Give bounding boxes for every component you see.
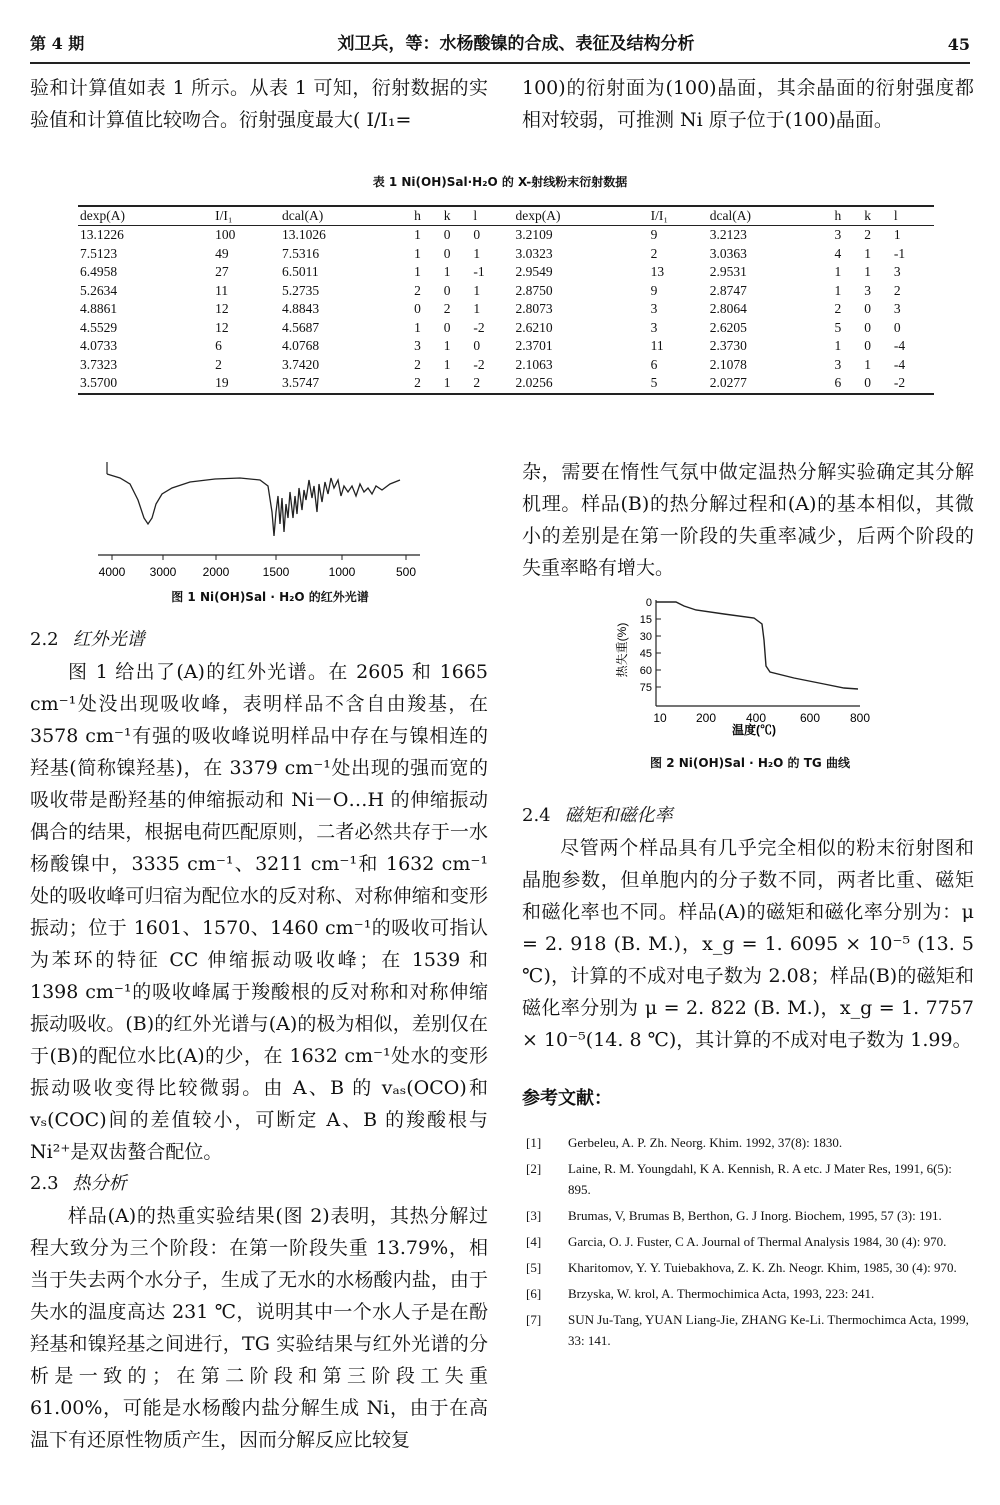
reference-number: [4] bbox=[526, 1234, 542, 1249]
table-cell: 2 bbox=[414, 282, 421, 298]
table-cell: 7.5123 bbox=[80, 245, 118, 261]
table-cell: 0 bbox=[473, 338, 481, 354]
reference-number: [5] bbox=[526, 1260, 542, 1275]
table-cell: 4.8843 bbox=[282, 301, 320, 317]
top-left-paragraph bbox=[30, 72, 488, 136]
page-number: 45 bbox=[947, 35, 970, 54]
left-column bbox=[30, 624, 488, 1456]
references-title: 参考文献： bbox=[522, 1088, 612, 1109]
table-cell: 0 bbox=[864, 319, 871, 335]
table-cell: 7.5316 bbox=[282, 245, 320, 261]
table-body bbox=[78, 226, 934, 394]
table-cell: 1 bbox=[443, 264, 451, 280]
table-cell: 2 bbox=[834, 301, 842, 317]
table-row bbox=[78, 300, 934, 319]
table-cell: 3.5747 bbox=[280, 374, 412, 394]
table-cell: 4.8861 bbox=[80, 301, 118, 317]
table-cell: 12 bbox=[215, 319, 229, 335]
tg-x-label: 温度(℃) bbox=[732, 723, 776, 737]
tg-x-tick-label: 200 bbox=[695, 711, 717, 725]
table-cell: 2.9531 bbox=[709, 264, 747, 280]
table-cell: 2 bbox=[650, 245, 658, 261]
table-cell: 2.1063 bbox=[515, 356, 553, 372]
running-title: 刘卫兵，等：水杨酸镍的合成、表征及结构分析 bbox=[337, 34, 695, 54]
table-cell: 100 bbox=[215, 227, 236, 243]
reference-text: Garcia, O. J. Fuster, C A. Journal of Thermal Analysis 1984, 30 (4): 970. bbox=[568, 1234, 947, 1249]
table-header-cell: h bbox=[833, 206, 863, 226]
references bbox=[522, 1084, 974, 1356]
ir-tick-label: 1500 bbox=[262, 565, 290, 579]
table-cell: 13 bbox=[650, 264, 665, 280]
table-header-cell: k bbox=[442, 206, 472, 226]
table-cell: 3.7420 bbox=[282, 356, 320, 372]
table-cell: 1 bbox=[414, 245, 421, 261]
ir-tick-label: 3000 bbox=[149, 565, 177, 579]
table-cell: 1 bbox=[473, 301, 481, 317]
page-header bbox=[30, 24, 970, 64]
table-cell: 1 bbox=[864, 356, 871, 372]
table-cell: 2 bbox=[893, 282, 901, 298]
table-cell: 2.8073 bbox=[515, 301, 553, 317]
table-cell: 6 bbox=[650, 356, 658, 372]
table-cell: 0 bbox=[443, 227, 451, 243]
table-cell: 4 bbox=[834, 245, 842, 261]
table-cell: 3.0323 bbox=[515, 245, 553, 261]
table-cell: 5.2735 bbox=[282, 282, 320, 298]
table-cell: 4.0768 bbox=[282, 338, 320, 354]
ir-spectrum-figure bbox=[90, 452, 450, 584]
table-cell: 11 bbox=[215, 282, 229, 298]
table-cell: 6 bbox=[215, 338, 222, 354]
table-cell: -4 bbox=[893, 356, 906, 372]
xrd-table bbox=[78, 205, 934, 395]
table-cell: 13.1026 bbox=[282, 227, 326, 243]
reference-text: Brzyska, W. krol, A. Thermochimica Acta, 1993, 223: 241. bbox=[568, 1286, 875, 1301]
table-cell: 0 bbox=[864, 301, 871, 317]
ir-tick-label: 500 bbox=[395, 565, 417, 579]
table-cell: 6.5011 bbox=[282, 264, 319, 280]
table-row bbox=[78, 374, 934, 394]
table-cell: 4.5687 bbox=[282, 319, 320, 335]
section-2-4-heading bbox=[522, 800, 974, 832]
reference-list bbox=[522, 1132, 974, 1351]
table-cell: 9 bbox=[650, 282, 658, 298]
tg-y-ticks bbox=[640, 597, 661, 694]
table-cell: -4 bbox=[893, 338, 906, 354]
table-cell: 0 bbox=[414, 301, 421, 317]
table-row bbox=[78, 245, 934, 264]
section-2-3-heading bbox=[30, 1168, 488, 1200]
table-cell: 1 bbox=[473, 245, 481, 261]
table-header-cell: I/I₁ bbox=[213, 206, 280, 226]
reference-item bbox=[522, 1132, 974, 1153]
figure2-caption: 图 2 Ni(OH)Sal · H₂O 的 TG 曲线 bbox=[650, 756, 850, 770]
table-cell: 4.0733 bbox=[80, 338, 118, 354]
ir-tick-label: 4000 bbox=[98, 565, 126, 579]
figure1-caption: 图 1 Ni(OH)Sal · H₂O 的红外光谱 bbox=[171, 590, 369, 604]
table-cell: 4.5529 bbox=[80, 319, 118, 335]
table-header-cell: dcal(A) bbox=[708, 206, 833, 226]
top-right-paragraph bbox=[522, 72, 974, 136]
table-cell: -1 bbox=[473, 264, 485, 280]
table-cell: 0 bbox=[864, 338, 871, 354]
table-cell: 49 bbox=[215, 245, 229, 261]
table-cell: 2 bbox=[215, 356, 222, 372]
table-cell: 3 bbox=[834, 356, 842, 372]
tg-y-tick-label: 75 bbox=[639, 682, 652, 694]
table-cell: 2 bbox=[443, 301, 451, 317]
thermal-paragraph: 样品(A)的热重实验结果(图 2)表明，其热分解过程大致分为三个阶段：在第一阶段失重 13.79%，相当于失去两个水分子，生成了无水的水杨酸内盐，由于失水的温度高达 231 ℃，说明其中一个水人子是在酚羟基和镍羟基之间进行，TG 实验结果与红外光谱的分析是一致的；在第二阶段和第三阶段工失重 61.00%，可能是水杨酸内盐分解生成 Ni，由于在高温下有还原性物质产生，因而分解反应比较复 bbox=[30, 1205, 488, 1451]
ir-tick-label: 2000 bbox=[202, 565, 230, 579]
table-cell: 2.9549 bbox=[515, 264, 553, 280]
reference-item bbox=[522, 1205, 974, 1226]
top-left-text: 验和计算值如表 1 所示。从表 1 可知，衍射数据的实验值和计算值比较吻合。衍射强度最大( I/I₁= bbox=[30, 77, 488, 131]
table-cell: 3.0363 bbox=[709, 245, 747, 261]
issue-number: 第 4 期 bbox=[30, 34, 85, 53]
table-cell: 6 bbox=[833, 374, 863, 394]
tg-x-tick-label: 800 bbox=[849, 711, 871, 725]
table-cell: 3.7323 bbox=[80, 356, 118, 372]
table-cell: 0 bbox=[862, 374, 892, 394]
table-header-cell: I/I₁ bbox=[649, 206, 708, 226]
ir-spectrum-curve bbox=[107, 474, 400, 536]
table-cell: -2 bbox=[473, 319, 485, 335]
reference-number: [3] bbox=[526, 1208, 542, 1223]
reference-text: SUN Ju-Tang, YUAN Liang-Jie, ZHANG Ke-Li. Thermochimca Acta, 1999, 33: 141. bbox=[568, 1312, 969, 1348]
reference-item bbox=[522, 1309, 974, 1351]
table-cell: 5.2634 bbox=[80, 282, 118, 298]
right-column-top bbox=[522, 456, 974, 584]
tg-y-tick-label: 60 bbox=[639, 665, 652, 677]
table-cell: 3 bbox=[893, 264, 901, 280]
reference-item bbox=[522, 1231, 974, 1252]
table-cell: 1 bbox=[864, 245, 871, 261]
table-cell: 2.3701 bbox=[515, 338, 553, 354]
table-cell: 3 bbox=[864, 282, 871, 298]
table-header-cell: dcal(A) bbox=[280, 206, 412, 226]
reference-text: Kharitomov, Y. Y. Tuiebakhova, Z. K. Zh. Neogr. Khim, 1985, 30 (4): 970. bbox=[568, 1260, 957, 1275]
reference-text: Laine, R. M. Youngdahl, K A. Kennish, R. A etc. J Mater Res, 1991, 6(5): 895. bbox=[568, 1161, 952, 1197]
table-cell: 5 bbox=[649, 374, 708, 394]
table-cell: 12 bbox=[215, 301, 229, 317]
magnetic-paragraph: 尽管两个样品具有几乎完全相似的粉末衍射图和晶胞参数，但单胞内的分子数不同，两者比重、磁矩和磁化率也不同。样品(A)的磁矩和磁化率分别为：μ = 2. 918 (B. M.)，x_g = 1. 6095 × 10⁻⁵ (13. 5 ℃)，计算的不成对电子数为 2.08；样品(B)的磁矩和磁化率分别为 μ = 2. 822 (B. M.)，x_g = 1. 7757 × 10⁻⁵(14. 8 ℃)，其计算的不成对电子数为 1.99。 bbox=[522, 837, 974, 1051]
table-header-cell: k bbox=[862, 206, 892, 226]
reference-number: [6] bbox=[526, 1286, 542, 1301]
table-cell: 2.3730 bbox=[709, 338, 747, 354]
table-cell: 11 bbox=[650, 338, 664, 354]
table-cell: 3.2109 bbox=[515, 227, 553, 243]
table-row bbox=[78, 356, 934, 375]
section-number: 2.2 bbox=[30, 629, 59, 650]
table-cell: 1 bbox=[414, 227, 421, 243]
tg-y-tick-label: 30 bbox=[639, 631, 652, 643]
tg-curve bbox=[656, 602, 858, 689]
table-cell: 2.8747 bbox=[709, 282, 747, 298]
tg-x-tick-label: 600 bbox=[799, 711, 821, 725]
reference-text: Gerbeleu, A. P. Zh. Neorg. Khim. 1992, 37(8): 1830. bbox=[568, 1135, 843, 1150]
reference-text: Brumas, V, Brumas B, Berthon, G. J Inorg. Biochem, 1995, 57 (3): 191. bbox=[568, 1208, 942, 1223]
table-cell: 1 bbox=[834, 282, 842, 298]
table-cell: 2.0277 bbox=[708, 374, 833, 394]
table-row bbox=[78, 319, 934, 338]
table-row bbox=[78, 226, 934, 245]
table-cell: 13.1226 bbox=[80, 227, 124, 243]
table-header-cell: l bbox=[892, 206, 934, 226]
tg-x-tick-label: 10 bbox=[653, 711, 667, 725]
table-cell: 1 bbox=[414, 264, 421, 280]
table-cell: 1 bbox=[443, 338, 451, 354]
right-column-bottom bbox=[522, 800, 974, 1056]
table-cell: 3.2123 bbox=[709, 227, 747, 243]
table-cell: 2 bbox=[864, 227, 871, 243]
ir-paragraph: 图 1 给出了(A)的红外光谱。在 2605 和 1665 cm⁻¹处没出现吸收峰，表明样品不含自由羧基，在 3578 cm⁻¹有强的吸收峰说明样品中存在与镍相连的羟基(简称镍羟基)，在 3379 cm⁻¹处出现的强而宽的吸收带是酚羟基的伸缩振动和 Ni－O…H 的伸缩振动偶合的结果，根据电荷匹配原则，二者必然共存于一水杨酸镍中，3335 cm⁻¹、3211 cm⁻¹和 1632 cm⁻¹处的吸收峰可归宿为配位水的反对称、对称伸缩和变形振动；位于 1601、1570、1460 cm⁻¹的吸收可指认为苯环的特征 CC 伸缩振动吸收峰；在 1539 和 1398 cm⁻¹的吸收峰属于羧酸根的反对称和对称伸缩振动吸收。(B)的红外光谱与(A)的极为相似，差别仅在于(B)的配位水比(A)的少，在 1632 cm⁻¹处水的变形振动吸收变得比较微弱。由 A、B 的 vₐₛ(OCO)和 vₛ(COC)间的差值较小，可断定 A、B 的羧酸根与 Ni²⁺是双齿螯合配位。 bbox=[30, 661, 488, 1163]
thermal-continuation: 杂，需要在惰性气氛中做定温热分解实验确定其分解机理。样品(B)的热分解过程和(A)的基本相似，其微小的差别是在第一阶段的失重率减少，后两个阶段的失重率略有增大。 bbox=[522, 461, 974, 579]
table-cell: 0 bbox=[443, 245, 451, 261]
table-row bbox=[78, 337, 934, 356]
table-cell: 2.6210 bbox=[515, 319, 553, 335]
table-cell: 0 bbox=[893, 319, 901, 335]
table-cell: 5 bbox=[834, 319, 842, 335]
tg-y-tick-label: 45 bbox=[639, 648, 652, 660]
ir-axis-ticks bbox=[99, 555, 417, 579]
reference-item bbox=[522, 1283, 974, 1304]
table-title: 表 1 Ni(OH)Sal·H₂O 的 X-射线粉末衍射数据 bbox=[372, 175, 628, 189]
table-cell: 3 bbox=[893, 301, 901, 317]
table-cell: 2.1078 bbox=[709, 356, 747, 372]
table-cell: 1 bbox=[834, 338, 842, 354]
table-cell: 1 bbox=[834, 264, 842, 280]
table-cell: 0 bbox=[443, 319, 451, 335]
section-title: 红外光谱 bbox=[72, 629, 145, 650]
table-cell: 2.8064 bbox=[709, 301, 747, 317]
section-number: 2.3 bbox=[30, 1173, 59, 1194]
table-cell: 0 bbox=[443, 282, 451, 298]
section-title: 磁矩和磁化率 bbox=[564, 805, 673, 826]
ir-tick-label: 1000 bbox=[328, 565, 356, 579]
tg-y-tick-label: 0 bbox=[645, 597, 652, 609]
table-header-cell: l bbox=[471, 206, 513, 226]
table-cell: 6.4958 bbox=[80, 264, 118, 280]
reference-number: [7] bbox=[526, 1312, 542, 1327]
table-cell: 3 bbox=[650, 301, 658, 317]
table-cell: 2.8750 bbox=[515, 282, 553, 298]
table-row bbox=[78, 282, 934, 301]
table-cell: 27 bbox=[215, 264, 229, 280]
table-cell: 1 bbox=[864, 264, 871, 280]
table-cell: 9 bbox=[650, 227, 658, 243]
table-cell: 3.5700 bbox=[78, 374, 213, 394]
table-cell: 1 bbox=[443, 356, 451, 372]
table-cell: 2.6205 bbox=[709, 319, 747, 335]
reference-item bbox=[522, 1257, 974, 1278]
reference-number: [2] bbox=[526, 1161, 542, 1176]
table-cell: -1 bbox=[893, 245, 906, 261]
table-cell: 0 bbox=[473, 227, 481, 243]
tg-y-tick-label: 15 bbox=[639, 614, 652, 626]
tg-curve-figure bbox=[604, 588, 904, 748]
table-cell: 3 bbox=[414, 338, 421, 354]
section-title: 热分析 bbox=[72, 1173, 127, 1194]
table-cell: 3 bbox=[650, 319, 658, 335]
table-cell: 2 bbox=[414, 356, 421, 372]
table-cell: 1 bbox=[442, 374, 472, 394]
table-cell: 3 bbox=[834, 227, 842, 243]
reference-item bbox=[522, 1158, 974, 1200]
table-cell: 1 bbox=[893, 227, 901, 243]
table-cell: -2 bbox=[892, 374, 934, 394]
table-cell: 19 bbox=[213, 374, 280, 394]
table-cell: 2 bbox=[412, 374, 442, 394]
table-row bbox=[78, 263, 934, 282]
top-right-text: 100)的衍射面为(100)晶面，其余晶面的衍射强度都相对较弱，可推测 Ni 原子位于(100)晶面。 bbox=[522, 77, 974, 131]
section-2-2-heading bbox=[30, 624, 488, 656]
table-cell: 2 bbox=[471, 374, 513, 394]
section-number: 2.4 bbox=[522, 805, 551, 826]
tg-x-tick-label: 400 bbox=[745, 711, 767, 725]
table-cell: 1 bbox=[414, 319, 421, 335]
table-cell: -2 bbox=[473, 356, 485, 372]
reference-number: [1] bbox=[526, 1135, 542, 1150]
table-header-cell: dexp(A) bbox=[78, 206, 213, 226]
table-cell: 2.0256 bbox=[513, 374, 648, 394]
table-header-cell: dexp(A) bbox=[513, 206, 648, 226]
tg-y-label: 热失重(%) bbox=[615, 622, 629, 678]
table-cell: 1 bbox=[473, 282, 481, 298]
table-header-cell: h bbox=[412, 206, 442, 226]
table-header-row bbox=[78, 206, 934, 226]
